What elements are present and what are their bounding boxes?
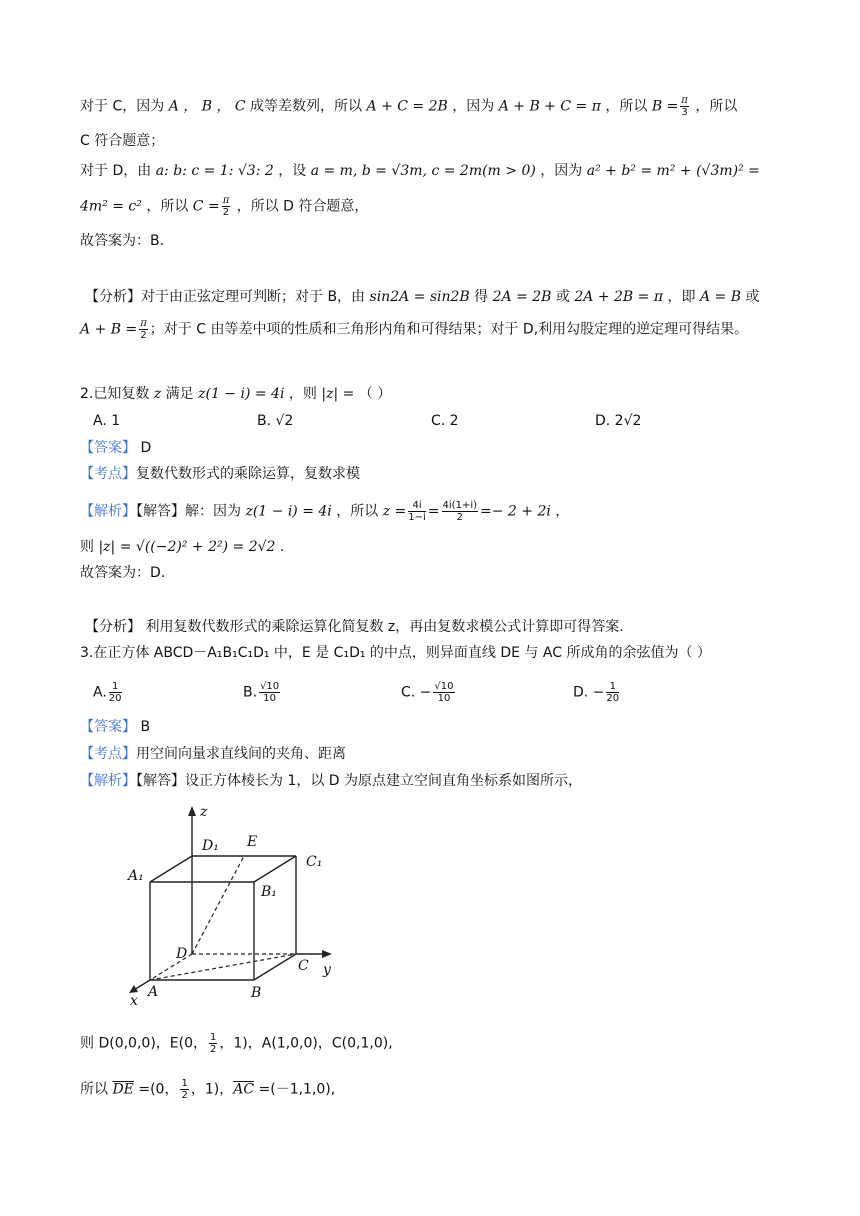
cube-figure: [120, 800, 360, 1015]
q2-mod: 则 |z| = √((−2)² + 2²) = 2√2 .: [80, 539, 285, 555]
label-d1: D₁: [202, 838, 219, 854]
q3-kaodian: 【考点】用空间向量求直线间的夹角、距离: [80, 746, 346, 762]
text: 成等差数列，所以: [245, 98, 367, 115]
p1-analysis-2: A + B = $\frac{\pi}{2}$ ；对于 C 由等差中项的性质和三角形内角和可得结果；对于 D,利用勾股定理的逆定理可得结果。: [80, 318, 749, 341]
text: ，所以: [690, 98, 738, 115]
label-b: B: [251, 985, 262, 1001]
q2-option-c: C. 2: [431, 413, 459, 429]
q3-option-a: A. $\frac{1}{20}$: [93, 681, 122, 704]
q2-option-a: A. 1: [93, 413, 121, 429]
label-z: z: [200, 804, 208, 820]
q3-option-c: C. − $\frac{√10}{10}$: [401, 681, 454, 704]
p1-line1: [80, 95, 737, 118]
text: 对于 C，因为: [80, 98, 169, 115]
q3-coords: 则 D(0,0,0)，E(0， $\frac{1}{2}$ ，1)，A(1,0,0)，C(0,1,0),: [80, 1032, 393, 1055]
q2-option-d: D. 2√2: [595, 413, 642, 429]
q2-analysis: 【分析】 利用复数代数形式的乘除运算化简复数 z，再由复数求模公式计算即可得答案.: [85, 619, 624, 635]
label-y: y: [323, 962, 331, 978]
label-b1: B₁: [261, 884, 277, 900]
q2-kaodian: 【考点】复数代数形式的乘除运算，复数求模: [80, 466, 360, 482]
label-a: A: [148, 984, 159, 1000]
q3-jiexi: 【解析】【解答】设正方体棱长为 1，以 D 为原点建立空间直角坐标系如图所示，: [80, 773, 583, 789]
label-c1: C₁: [306, 854, 323, 870]
q2-final: 故答案为：D.: [80, 565, 166, 581]
p1-line4: 4m² = c² ，所以 C = $\frac{\pi}{2}$ ，所以 D 符合题意，: [80, 195, 369, 218]
math: A ， B ， C: [168, 98, 246, 115]
q2-stem: 2.已知复数 z 满足 z(1 − i) = 4i ，则 |z| = （ ）: [80, 386, 392, 402]
fraction: $\frac{\pi}{3}$: [681, 95, 688, 118]
p1-analysis-1: 【分析】对于由正弦定理可判断；对于 B，由 sin2A = sin2B 得 2A = 2B 或 2A + 2B = π ，即 A = B 或: [85, 289, 760, 305]
p1-line3: 对于 D，由 a: b: c = 1: √3: 2 ，设 a = m, b = √3m, c = 2m(m > 0) ，因为 a² + b² = m² + (√3m)² =: [80, 163, 760, 179]
math: A + B + C = π: [498, 98, 601, 115]
q3-stem: 3.在正方体 ABCD－A₁B₁C₁D₁ 中，E 是 C₁D₁ 的中点，则异面直线 DE 与 AC 所成角的余弦值为（ ）: [80, 645, 711, 661]
p1-answer: 故答案为：B.: [80, 233, 165, 249]
q3-option-d: D. − $\frac{1}{20}$: [573, 681, 620, 704]
label-e: E: [247, 834, 258, 850]
math: B =: [651, 98, 679, 115]
q3-option-b: B. $\frac{√10}{10}$: [243, 681, 280, 704]
p1-line2: C 符合题意；: [80, 133, 165, 149]
text: ，所以: [600, 98, 652, 115]
q2-option-b: B. √2: [257, 413, 294, 429]
q3-answer: 【答案】 B: [80, 719, 151, 735]
q2-answer: 【答案】 D: [80, 440, 152, 456]
text: ，因为: [447, 98, 499, 115]
math: A + C = 2B: [366, 98, 448, 115]
label-c: C: [298, 958, 309, 974]
q2-jiexi: 【解析】【解答】解：因为 z(1 − i) = 4i ，所以 z = $\frac{4i}{1-i}$ = $\frac{4i(1+i)}{2}$ =− 2 + 2i ，: [80, 500, 570, 523]
label-a1: A₁: [128, 868, 144, 884]
label-d: D: [176, 946, 188, 962]
q3-vectors: 所以 $\overline{DE} =(0$， $\frac{1}{2}$ ，1)，$\overline{AC} =(-1,1,0)$,: [80, 1078, 336, 1101]
label-x: x: [130, 993, 138, 1009]
